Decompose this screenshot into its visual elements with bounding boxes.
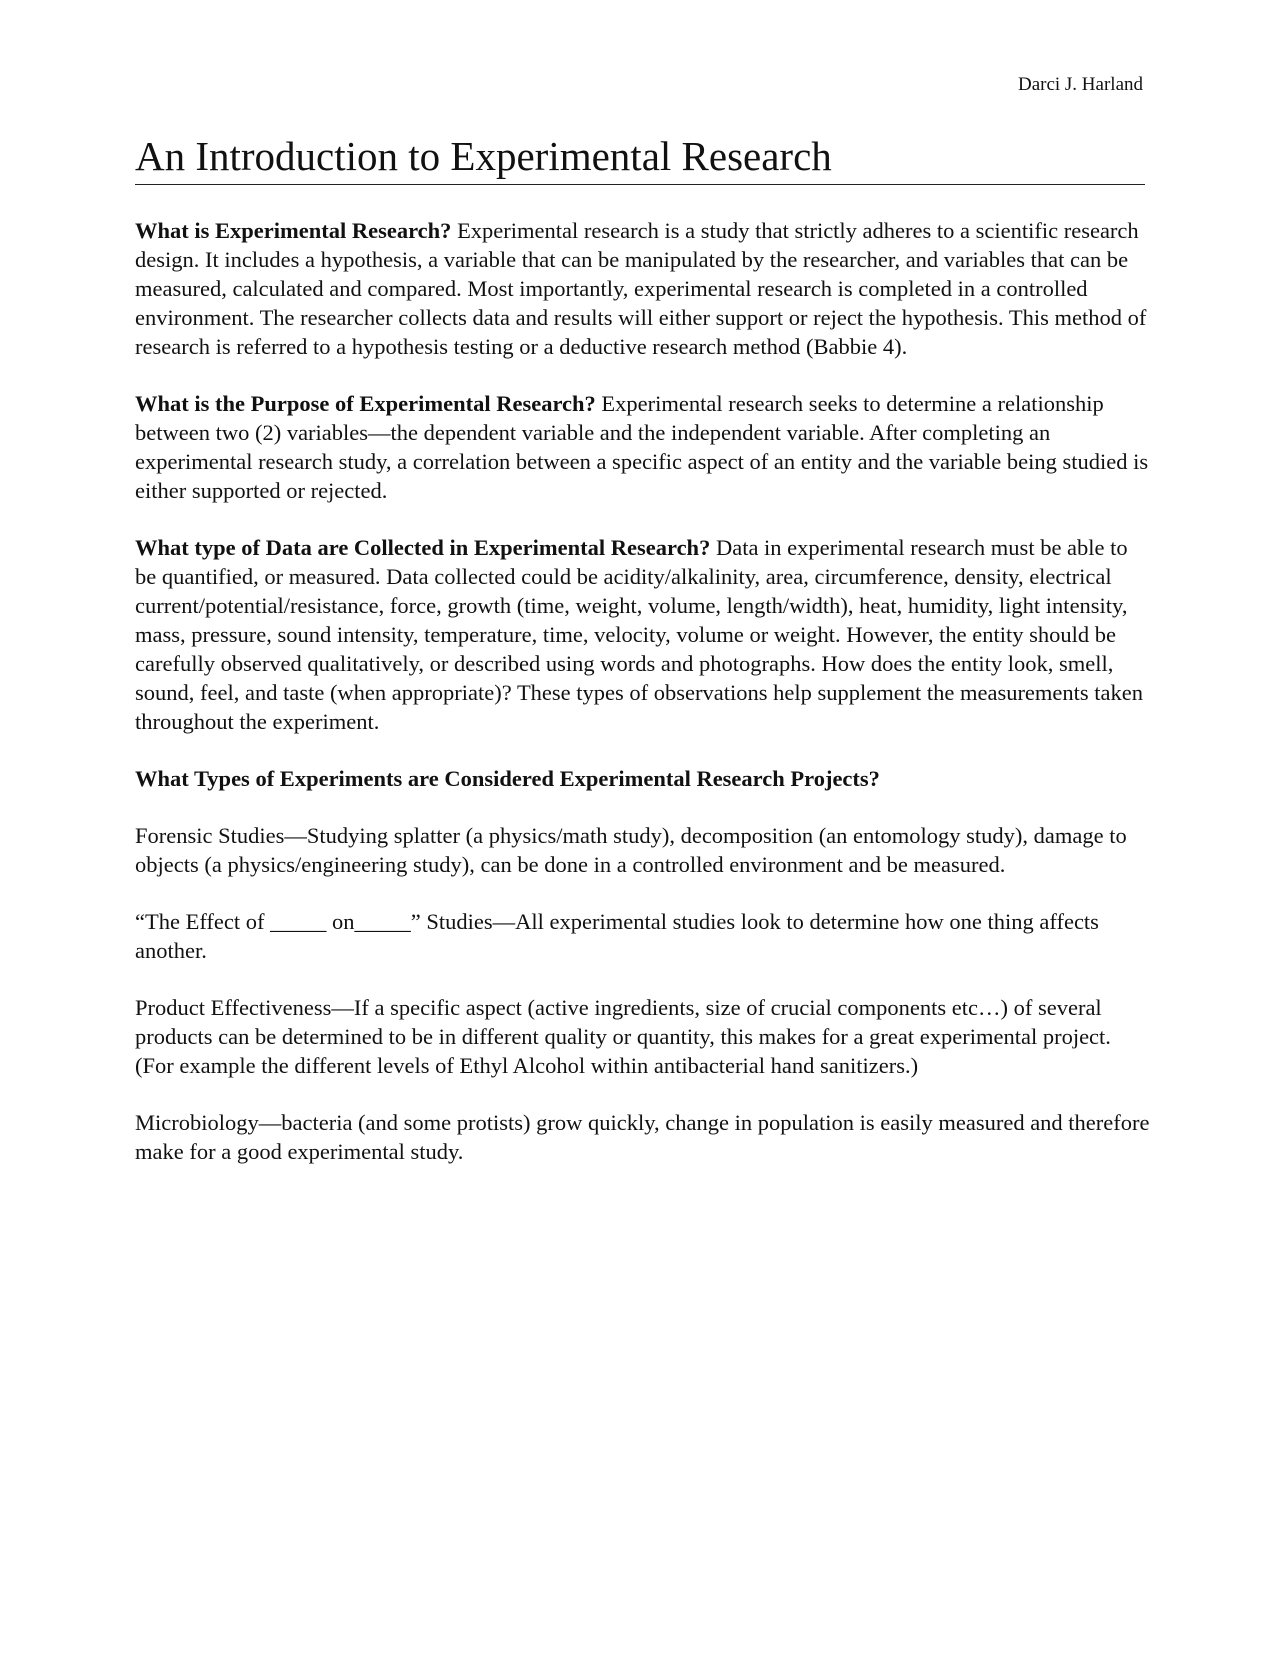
- example-microbiology: Microbiology—bacteria (and some protists) grow quickly, change in population is easily measured and therefore make for a good experimental study.: [135, 1110, 1150, 1164]
- author-name: Darci J. Harland: [1017, 74, 1143, 95]
- document-title: An Introduction to Experimental Research: [135, 132, 1145, 185]
- example-effect-of-studies: “The Effect of _____ on_____” Studies—All experimental studies look to determine how one thing affects another.: [135, 909, 1099, 963]
- section-purpose: [135, 389, 1150, 505]
- section-text: Data in experimental research must be able to be quantified, or measured. Data collected could be acidity/alkalinity, area, circumference, density, electrical current/potential/resistance, force, growth (time, weight, volume, length/width), heat, humidity, light intensity, mass, pressure, sound intensity, temperature, time, velocity, volume or weight. However, the entity should be carefully observed qualitatively, or described using words and photographs. How does the entity look, smell, sound, feel, and taste (when appropriate)? These types of observations help supplement the measurements taken throughout the experiment.: [135, 535, 1144, 734]
- example-product-effectiveness: Product Effectiveness—If a specific aspect (active ingredients, size of crucial components etc…) of several products can be determined to be in different quality or quantity, this makes for a great experimental project. (For example the different levels of Ethyl Alcohol within antibacterial hand sanitizers.): [135, 995, 1111, 1078]
- example-forensic-studies: Forensic Studies—Studying splatter (a physics/math study), decomposition (an entomology study), damage to objects (a physics/engineering study), can be done in a controlled environment and be measured.: [135, 823, 1127, 877]
- section-experiment-types: [135, 764, 1150, 793]
- section-heading: What type of Data are Collected in Experimental Research?: [135, 535, 711, 560]
- document-body: [135, 216, 1150, 1194]
- section-text: Experimental research seeks to determine a relationship between two (2) variables—the dependent variable and the independent variable. After completing an experimental research study, a correlation between a specific aspect of an entity and the variable being studied is either supported or rejected.: [135, 391, 1149, 503]
- section-what-is-experimental-research: [135, 216, 1150, 361]
- section-text: Experimental research is a study that strictly adheres to a scientific research design. It includes a hypothesis, a variable that can be manipulated by the researcher, and variables that can be measured, calculated and compared. Most importantly, experimental research is completed in a controlled environment. The researcher collects data and results will either support or reject the hypothesis. This method of research is referred to a hypothesis testing or a deductive research method (Babbie 4).: [135, 218, 1147, 359]
- section-data-types: [135, 533, 1150, 736]
- section-heading: What Types of Experiments are Considered Experimental Research Projects?: [135, 766, 880, 791]
- section-heading: What is the Purpose of Experimental Research?: [135, 391, 596, 416]
- section-heading: What is Experimental Research?: [135, 218, 452, 243]
